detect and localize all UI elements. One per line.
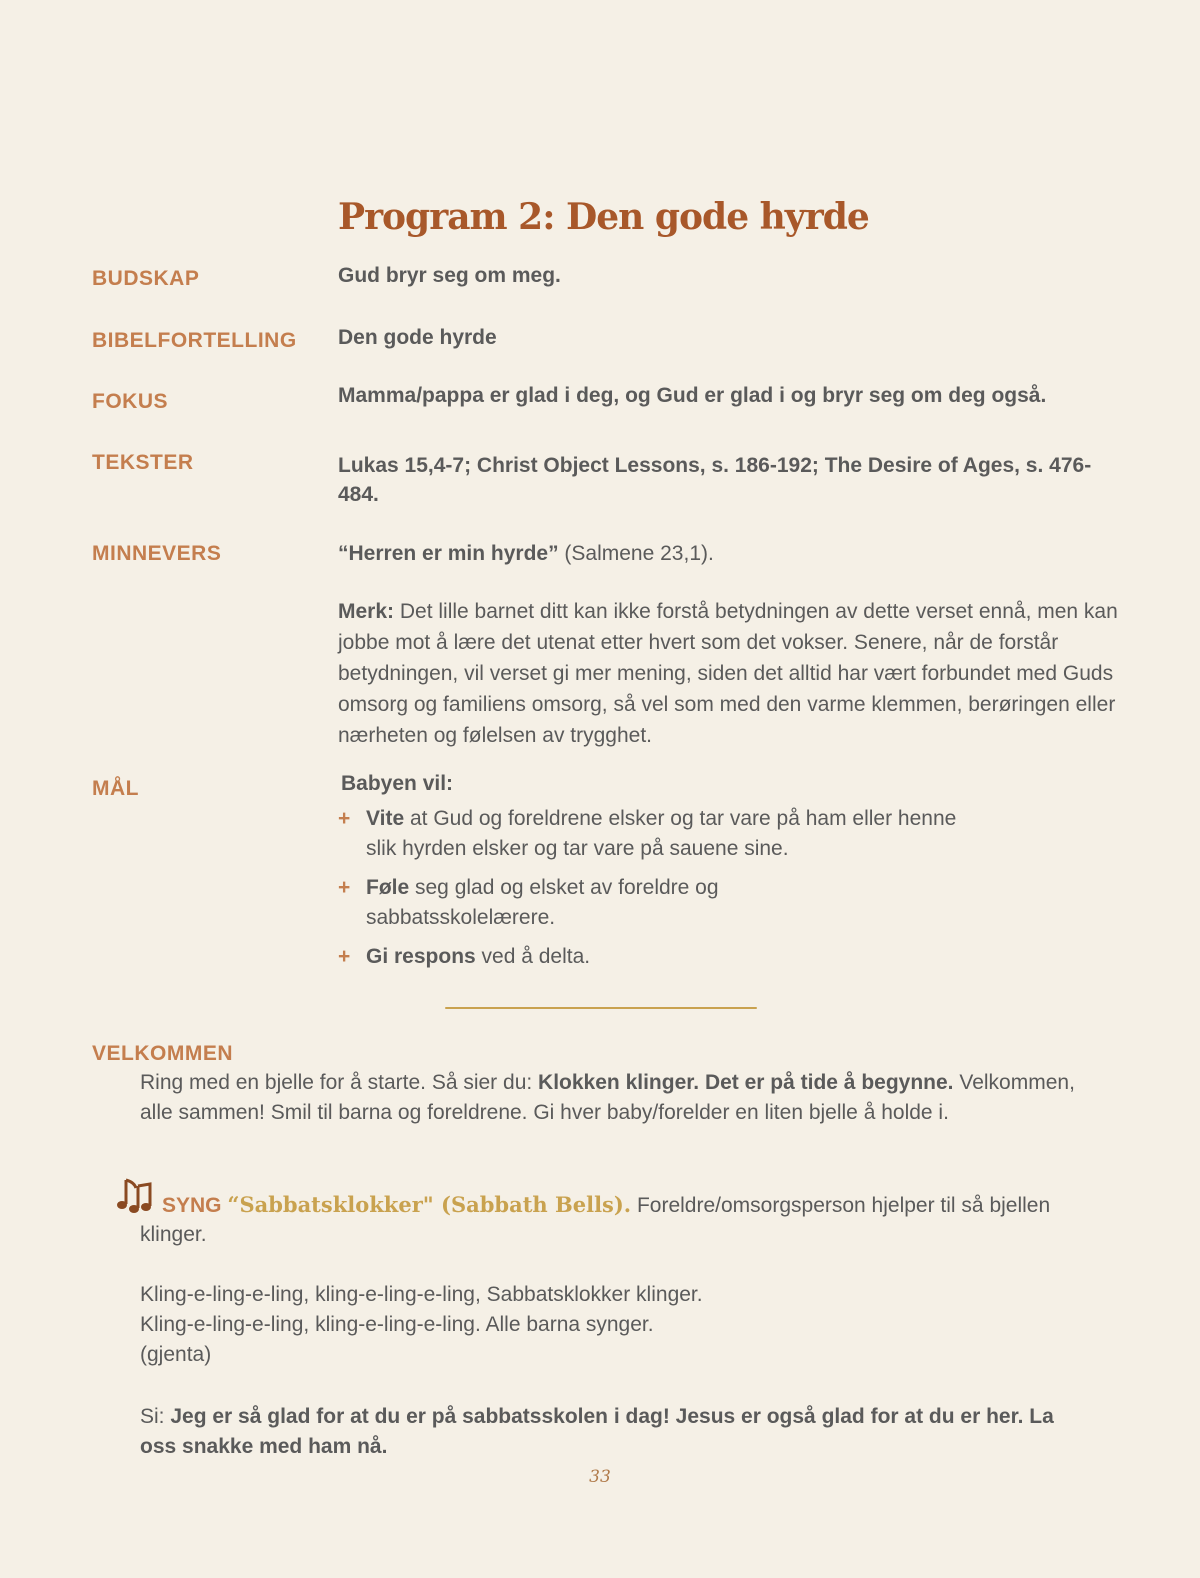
lyric-line: Kling-e-ling-e-ling, kling-e-ling-e-ling, Sabbatsklokker klinger.: [140, 1283, 703, 1306]
label-minnevers: MINNEVERS: [92, 542, 222, 565]
lyric-line: (gjenta): [140, 1343, 212, 1366]
plus-icon: +: [338, 945, 351, 968]
welcome-paragraph: [140, 1068, 1100, 1128]
sing-label: SYNG: [162, 1194, 222, 1217]
welcome-rest: Velkommen, alle sammen! Smil til barna og foreldrene. Gi hver baby/forelder en liten bjelle å holde i.: [140, 1071, 1075, 1124]
welcome-bold: Klokken klinger. Det er på tide å begynne.: [538, 1071, 954, 1094]
say-prefix: Si:: [140, 1405, 171, 1428]
sing-instruction: [162, 1190, 1082, 1221]
goal-bold: Føle: [366, 876, 410, 899]
label-budskap: BUDSKAP: [92, 267, 200, 290]
plus-icon: +: [338, 876, 351, 899]
goal-bold: Vite: [366, 807, 405, 830]
goal-text: ved å delta.: [475, 945, 591, 968]
value-bibelfortelling: Den gode hyrde: [338, 326, 497, 349]
page-title: Program 2: Den gode hyrde: [338, 196, 869, 238]
value-budskap: Gud bryr seg om meg.: [338, 264, 561, 287]
goal-text: at Gud og foreldrene elsker og tar vare på ham eller henne slik hyrden elsker og tar vare på sauene sine.: [366, 807, 957, 860]
memory-verse-reference: (Salmene 23,1).: [558, 542, 714, 565]
value-fokus: Mamma/pappa er glad i deg, og Gud er glad i og bryr seg om deg også.: [338, 384, 1047, 407]
say-text: Jeg er så glad for at du er på sabbatsskolen i dag! Jesus er også glad for at du er her. La oss snakke med ham nå.: [140, 1405, 1054, 1458]
label-tekster: TEKSTER: [92, 451, 194, 474]
memory-verse-note: [338, 596, 1133, 751]
note-text: Det lille barnet ditt kan ikke forstå betydningen av dette verset ennå, men kan jobbe mot å lære det utenat etter hvert som det vokser. Senere, når de forstår betydningen, vil verset gi mer mening, siden det alltid har vært forbundet med Guds omsorg og familiens omsorg, så vel som med den varme klemmen, berøringen eller nærheten og følelsen av trygghet.: [338, 600, 1118, 747]
label-velkommen: VELKOMMEN: [92, 1042, 233, 1065]
section-divider: [445, 1007, 757, 1009]
memory-verse: “Herren er min hyrde”: [338, 542, 559, 565]
sing-instruction-continued: klinger.: [140, 1223, 207, 1246]
goal-item: [338, 873, 758, 933]
song-lyrics: [140, 1280, 1100, 1370]
music-note-icon: [114, 1176, 154, 1216]
value-minnevers: [338, 539, 1138, 568]
page-number: 33: [589, 1467, 611, 1487]
lyric-line: Kling-e-ling-e-ling, kling-e-ling-e-ling. Alle barna synger.: [140, 1313, 654, 1336]
label-maal: MÅL: [92, 777, 139, 800]
goal-bold: Gi respons: [366, 945, 476, 968]
goal-item: [338, 804, 958, 864]
welcome-text: Ring med en bjelle for å starte. Så sier du:: [140, 1071, 539, 1094]
label-fokus: FOKUS: [92, 390, 168, 413]
song-title: “Sabbatsklokker" (Sabbath Bells).: [227, 1192, 632, 1217]
say-paragraph: [140, 1402, 1090, 1462]
label-bibelfortelling: BIBELFORTELLING: [92, 329, 297, 352]
value-tekster: Lukas 15,4-7; Christ Object Lessons, s. 186-192; The Desire of Ages, s. 476-484.: [338, 454, 1092, 506]
goal-text: seg glad og elsket av foreldre og sabbatsskolelærere.: [366, 876, 719, 929]
goals-intro: Babyen vil:: [341, 772, 454, 795]
note-label: Merk:: [338, 600, 395, 623]
goal-item: [338, 942, 978, 972]
sing-text: Foreldre/omsorgsperson hjelper til så bjellen: [631, 1194, 1051, 1217]
plus-icon: +: [338, 807, 351, 830]
